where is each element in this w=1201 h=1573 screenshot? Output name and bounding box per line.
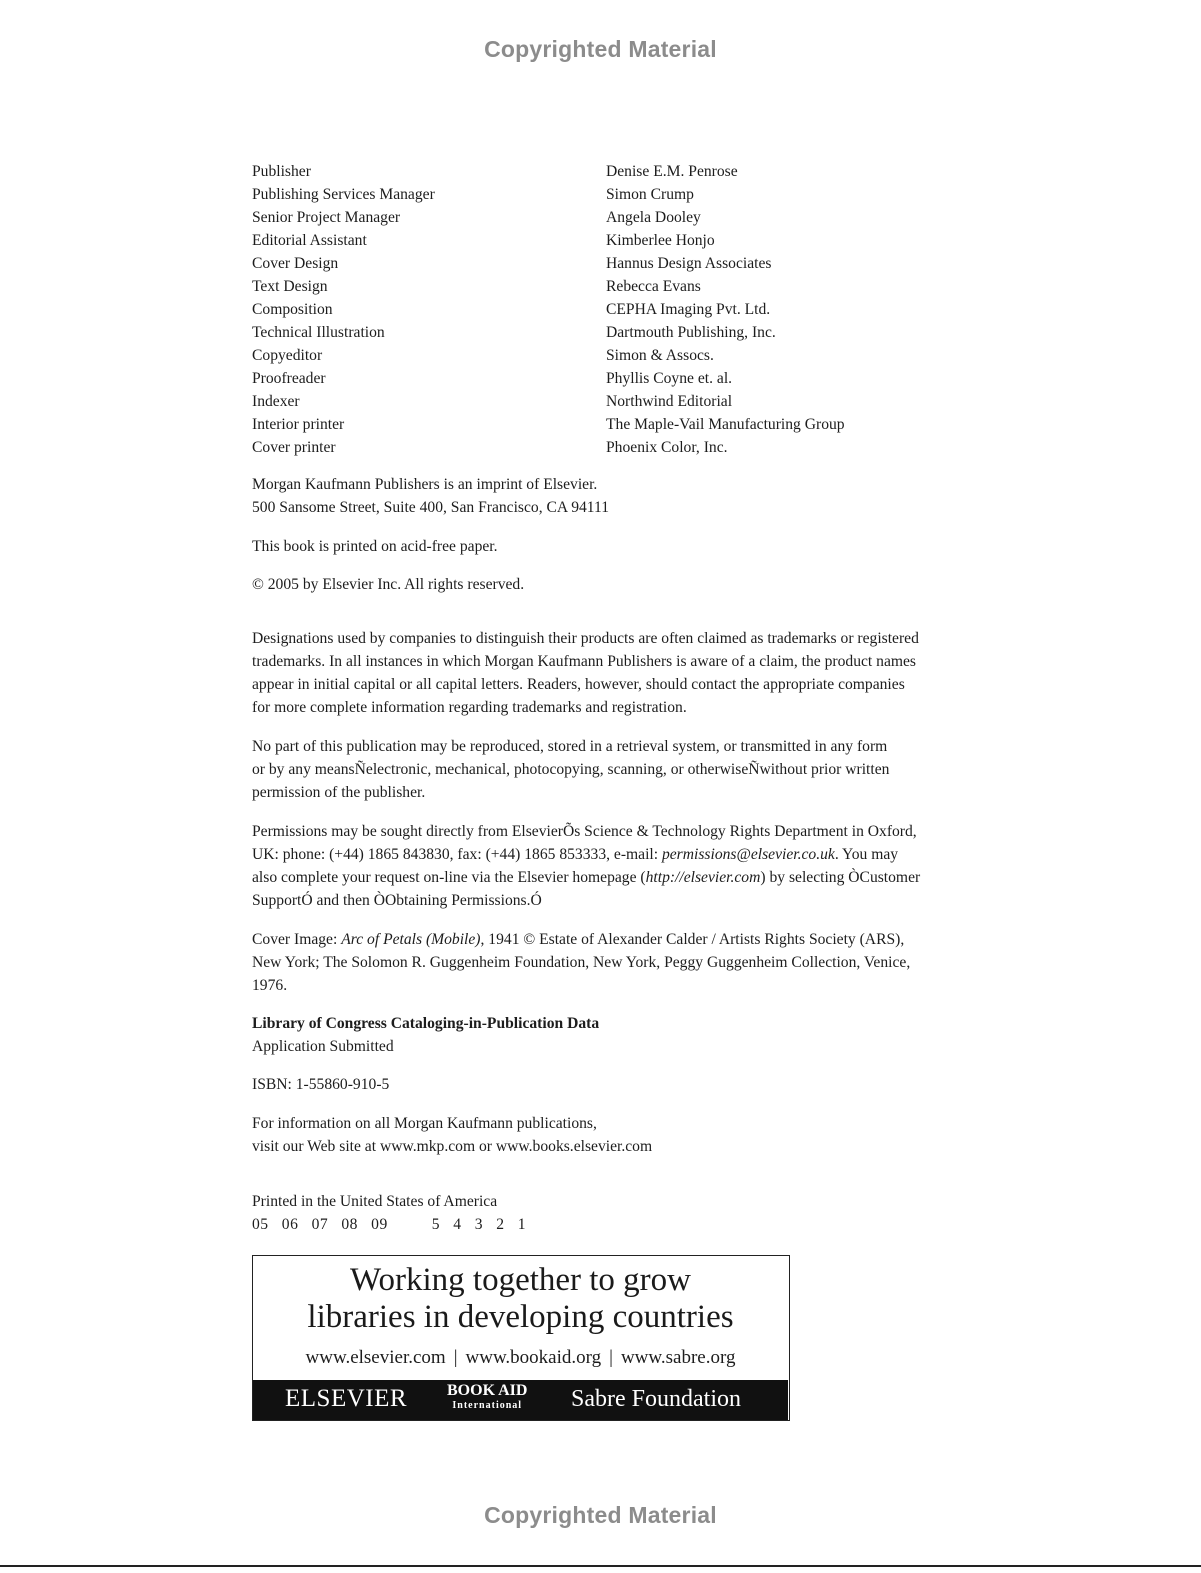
credit-row	[252, 183, 1034, 206]
credit-name: CEPHA Imaging Pvt. Ltd.	[606, 301, 771, 318]
printed-country: Printed in the United States of America	[252, 1193, 498, 1210]
credit-role: Cover Design	[252, 255, 339, 272]
credit-row	[252, 436, 1034, 459]
credit-name: Rebecca Evans	[606, 278, 701, 295]
sabre-url[interactable]: www.sabre.org	[620, 1347, 736, 1368]
imprint-line: Morgan Kaufmann Publishers is an imprint of Elsevier.	[252, 476, 598, 493]
page-bottom-rule	[0, 1565, 1201, 1567]
paragraph-line: New York; The Solomon R. Guggenheim Foundation, New York, Peggy Guggenheim Collection, Venice,	[252, 954, 911, 971]
banner-urls	[253, 1346, 788, 1370]
sabre-logo: Sabre Foundation	[571, 1386, 741, 1412]
paragraph-line: Designations used by companies to distinguish their products are often claimed as trademarks or registered	[252, 630, 919, 647]
credit-name: Hannus Design Associates	[606, 255, 772, 272]
permissions-email[interactable]: permissions@elsevier.co.uk	[661, 846, 835, 863]
credit-name: Dartmouth Publishing, Inc.	[606, 324, 776, 341]
cip-data	[252, 1012, 1034, 1058]
credit-row	[252, 413, 1034, 436]
credits-list	[252, 160, 1034, 460]
publication-info	[252, 1112, 1034, 1158]
credit-row	[252, 390, 1034, 413]
credit-role: Interior printer	[252, 416, 345, 433]
cip-heading: Library of Congress Cataloging-in-Publication Data	[252, 1015, 600, 1032]
credit-role: Text Design	[252, 278, 328, 295]
credit-row	[252, 298, 1034, 321]
paragraph-line: appear in initial capital or all capital letters. Readers, however, should contact the appropriate companies	[252, 676, 905, 693]
paragraph-line: For information on all Morgan Kaufmann publications,	[252, 1115, 597, 1132]
copyright-watermark-bottom: Copyrighted Material	[484, 1502, 717, 1528]
paragraph-line	[252, 843, 1034, 866]
credit-role: Indexer	[252, 393, 300, 410]
elsevier-url[interactable]: www.elsevier.com	[305, 1347, 446, 1368]
credit-name: Phyllis Coyne et. al.	[606, 370, 733, 387]
copyright-page-content	[252, 160, 1034, 1412]
credit-row	[252, 367, 1034, 390]
bookaid-logo-subtext: International	[452, 1400, 523, 1411]
credit-name: Simon & Assocs.	[606, 347, 714, 364]
cip-status: Application Submitted	[252, 1038, 394, 1055]
credit-name: Kimberlee Honjo	[606, 232, 715, 249]
credit-name: Phoenix Color, Inc.	[606, 439, 728, 456]
paragraph-text: ) by selecting ÒCustomer	[760, 869, 921, 886]
elsevier-logo: ELSEVIER	[285, 1385, 408, 1412]
trademarks-paragraph	[252, 627, 1034, 719]
paragraph-text: . You may	[834, 846, 899, 863]
credit-name: Simon Crump	[606, 186, 694, 203]
credit-name: The Maple-Vail Manufacturing Group	[606, 416, 845, 433]
cover-image-credit	[252, 928, 1034, 997]
paragraph-line: or by any meansÑelectronic, mechanical, photocopying, scanning, or otherwiseÑwithout prior written	[252, 761, 890, 778]
paragraph-line: trademarks. In all instances in which Morgan Kaufmann Publishers is aware of a claim, the product names	[252, 653, 916, 670]
paragraph-line: visit our Web site at www.mkp.com or www.books.elsevier.com	[252, 1138, 653, 1155]
paragraph-text: UK: phone: (+44) 1865 843830, fax: (+44) 1865 853333, e-mail:	[252, 846, 662, 863]
paragraph-line: for more complete information regarding trademarks and registration.	[252, 699, 687, 716]
url-separator: |	[609, 1347, 613, 1368]
no-part-paragraph	[252, 735, 1034, 804]
credit-role: Publishing Services Manager	[252, 186, 435, 203]
copyright-watermark-top: Copyrighted Material	[484, 36, 717, 62]
address-line: 500 Sansome Street, Suite 400, San Francisco, CA 94111	[252, 499, 610, 516]
credit-role: Proofreader	[252, 370, 326, 387]
acid-free-text: This book is printed on acid-free paper.	[252, 538, 498, 555]
banner-headline: libraries in developing countries	[307, 1299, 734, 1335]
paragraph-text: also complete your request on-line via the Elsevier homepage (	[252, 869, 646, 886]
permissions-paragraph	[252, 820, 1034, 912]
paragraph-line: permission of the publisher.	[252, 784, 426, 801]
artwork-title: Arc of Petals (Mobile)	[341, 931, 481, 948]
banner-headline: Working together to grow	[349, 1262, 692, 1298]
isbn	[252, 1073, 1034, 1096]
copyright-text: © 2005 by Elsevier Inc. All rights reserved.	[252, 576, 525, 593]
sponsor-logos-band	[253, 1380, 788, 1420]
credit-row	[252, 344, 1034, 367]
printing-numbers: 05 06 07 08 09 5 4 3 2 1	[252, 1216, 526, 1233]
credit-role: Composition	[252, 301, 333, 318]
credit-row	[252, 206, 1034, 229]
elsevier-homepage-link[interactable]: http://elsevier.com	[645, 869, 761, 886]
isbn-text: ISBN: 1-55860-910-5	[252, 1076, 390, 1093]
credit-role: Publisher	[252, 163, 311, 180]
book-aid-banner	[252, 1255, 790, 1421]
paragraph-line: SupportÓ and then ÒObtaining Permissions.Ó	[252, 892, 542, 909]
paragraph-text: , 1941 © Estate of Alexander Calder / Artists Rights Society (ARS),	[480, 931, 905, 948]
credit-row	[252, 275, 1034, 298]
printing-info	[252, 1190, 1034, 1236]
paragraph-text: Cover Image:	[252, 931, 342, 948]
bookaid-url[interactable]: www.bookaid.org	[465, 1347, 602, 1368]
paragraph-line	[252, 928, 1034, 951]
copyright-notice	[252, 573, 1034, 596]
credit-name: Denise E.M. Penrose	[606, 163, 738, 180]
credit-row	[252, 252, 1034, 275]
paragraph-line: Permissions may be sought directly from ElsevierÕs Science & Technology Rights Department in Oxford,	[252, 823, 917, 840]
credit-name: Angela Dooley	[606, 209, 701, 226]
paragraph-line: 1976.	[252, 977, 288, 994]
credit-row	[252, 160, 1034, 183]
credit-row	[252, 321, 1034, 344]
acid-free-notice	[252, 535, 1034, 558]
credit-role: Editorial Assistant	[252, 232, 367, 249]
credit-role: Technical Illustration	[252, 324, 385, 341]
url-separator: |	[453, 1347, 458, 1368]
credit-role: Copyeditor	[252, 347, 323, 364]
imprint-info	[252, 473, 1034, 519]
bookaid-logo	[447, 1383, 527, 1413]
paragraph-line	[252, 866, 1034, 889]
credit-name: Northwind Editorial	[606, 393, 733, 410]
credit-role: Cover printer	[252, 439, 336, 456]
paragraph-line: No part of this publication may be reproduced, stored in a retrieval system, or transmitted in any form	[252, 738, 888, 755]
credit-role: Senior Project Manager	[252, 209, 401, 226]
bookaid-logo-text: BOOK AID	[447, 1382, 528, 1399]
credit-row	[252, 229, 1034, 252]
